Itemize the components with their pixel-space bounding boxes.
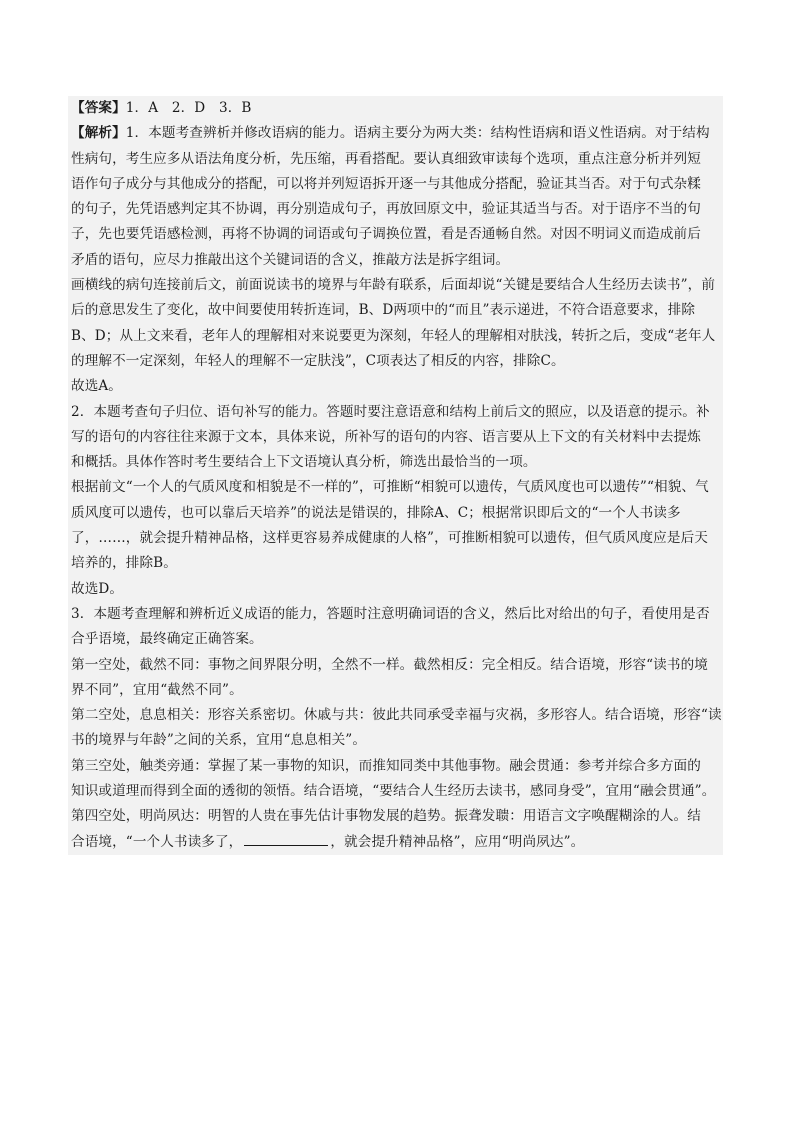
analysis-line: 第二空处，息息相关：形容关系密切。休戚与共：彼此共同承受幸福与灾祸，多形容人。结合语境，形容“读 [71, 707, 722, 724]
analysis-text-before-blank: 合语境，“一个人书读多了， [71, 833, 243, 850]
analysis-line: 子，先也要凭语感检测，再将不协调的词语或句子调换位置，看是否通畅自然。对因不明词义而造成前后 [71, 226, 701, 243]
analysis-line: 质风度可以遗传，也可以靠后天培养”的说法是错误的，排除A、C；根据常识即后文的“一个人书读多 [71, 504, 681, 521]
analysis-line: 的句子，先凭语感判定其不协调，再分别造成句子，再放回原文中，验证其适当与否。对于语序不当的句 [71, 201, 701, 218]
analysis-text: 1．本题考查辨析并修改语病的能力。语病主要分为两大类：结构性语病和语义性语病。对于结构 [125, 125, 710, 142]
analysis-line: 故选A。 [71, 378, 122, 395]
analysis-line: 第四空处，明尚夙达：明智的人贵在事先估计事物发展的趋势。振聋发聩：用语言文字唤醒糊涂的人。结 [71, 808, 701, 825]
analysis-line: 写的语句的内容往往来源于文本，具体来说，所补写的语句的内容、语言要从上下文的有关材料中去提炼 [71, 428, 701, 445]
analysis-line: 培养的，排除B。 [71, 555, 177, 572]
analysis-line: 故选D。 [71, 580, 124, 597]
analysis-line: 根据前文“一个人的气质风度和相貌是不一样的”，可推断“相貌可以遗传，气质风度也可以遗传”“相貌、气 [71, 479, 709, 496]
answer-tag: 【答案】 [71, 100, 126, 116]
analysis-line: 3．本题考查理解和辨析近义成语的能力，答题时注意明确词语的含义，然后比对给出的句子，看使用是否 [71, 605, 710, 622]
analysis-line: 第三空处，触类旁通：掌握了某一事物的知识，而推知同类中其他事物。融会贯通：参考并综合多方面的 [71, 757, 701, 774]
answer-text: 1．A 2．D 3．B [125, 100, 252, 116]
analysis-line: 合乎语境，最终确定正确答案。 [71, 631, 263, 648]
analysis-line: 界不同”，宜用“截然不同”。 [71, 681, 243, 698]
analysis-line: 画横线的病句连接前后文，前面说读书的境界与年龄有联系，后面却说“关键是要结合人生经历去读书”，前 [71, 277, 716, 294]
analysis-line: 知识或道理而得到全面的透彻的领悟。结合语境，“要结合人生经历去读书，感同身受”，宜用“融会贯通”。 [71, 783, 716, 800]
analysis-line: 的理解不一定深刻，年轻人的理解不一定肤浅”，C项表达了相反的内容，排除C。 [71, 352, 565, 369]
analysis-line: 第一空处，截然不同：事物之间界限分明，全然不一样。截然相反：完全相反。结合语境，形容“读书的境 [71, 656, 708, 673]
analysis-line [68, 121, 723, 146]
analysis-line [68, 830, 723, 855]
analysis-line: 语作句子成分与其他成分的搭配，可以将并列短语拆开逐一与其他成分搭配，验证其当否。对于句式杂糅 [71, 175, 701, 192]
answer-line [68, 96, 723, 121]
analysis-line: 后的意思发生了变化，故中间要使用转折连词，B、D两项中的“而且”表示递进，不符合语意要求，排除 [71, 302, 696, 319]
analysis-line: 矛盾的语句，应尽力推敲出这个关键词语的含义，推敲方法是拆字组词。 [71, 251, 510, 268]
analysis-line: B、D；从上文来看，老年人的理解相对来说要更为深刻，年轻人的理解相对肤浅，转折之后，变成“老年人 [71, 327, 716, 344]
analysis-line: 2．本题考查句子归位、语句补写的能力。答题时要注意语意和结构上前后文的照应，以及语意的提示。补 [71, 403, 710, 420]
fill-in-blank [244, 831, 328, 846]
analysis-line: 书的境界与年龄”之间的关系，宜用“息息相关”。 [71, 732, 367, 749]
analysis-line: 性病句，考生应多从语法角度分析，先压缩，再看搭配。要认真细致审读每个选项，重点注意分析并列短 [71, 150, 701, 167]
analysis-line: 和概括。具体作答时考生要结合上下文语境认真分析，筛选出最恰当的一项。 [71, 454, 537, 471]
answer-analysis-block [68, 96, 723, 855]
analysis-text-after-blank: ，就会提升精神品格”，应用“明尚夙达”。 [330, 833, 585, 850]
analysis-line: 了，……，就会提升精神品格，这样更容易养成健康的人格”，可推断相貌可以遗传，但气质风度应是后天 [71, 530, 708, 547]
analysis-tag: 【解析】 [71, 125, 126, 142]
